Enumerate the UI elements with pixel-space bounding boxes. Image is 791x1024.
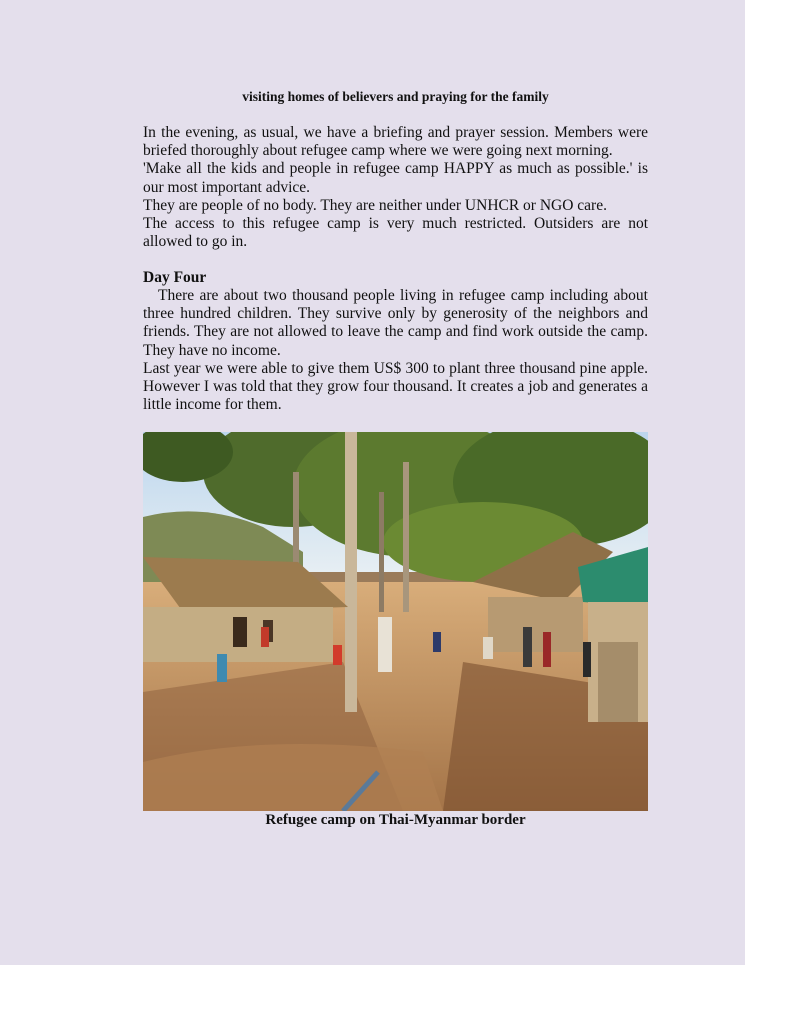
paragraph-line: The access to this refugee camp is very much restricted. Outsiders are not allowed to go in. [143,215,648,251]
paragraph-line: 'Make all the kids and people in refugee camp HAPPY as much as possible.' is our most important advice. [143,160,648,196]
refugee-camp-photo [143,432,648,811]
paragraph-line: Last year we were able to give them US$ 300 to plant three thousand pine apple. However I was told that they grow four thousand. It creates a job and generates a little income for them. [143,359,648,414]
top-photo-caption: visiting homes of believers and praying for the family [242,89,549,104]
paragraph-line: In the evening, as usual, we have a briefing and prayer session. Members were briefed thoroughly about refugee camp where we were going next morning. [143,124,648,160]
paragraph-line: There are about two thousand people living in refugee camp including about three hundred children. They survive only by generosity of the neighbors and friends. They are not allowed to leave the camp and find work outside the camp. They have no income. [143,287,648,359]
day-four-paragraphs [143,287,648,414]
paragraph-line: They are people of no body. They are neither under UNHCR or NGO care. [143,196,607,214]
photo-caption: Refugee camp on Thai-Myanmar border [265,812,526,828]
intro-paragraphs [143,124,648,251]
section-heading: Day Four [143,269,207,286]
